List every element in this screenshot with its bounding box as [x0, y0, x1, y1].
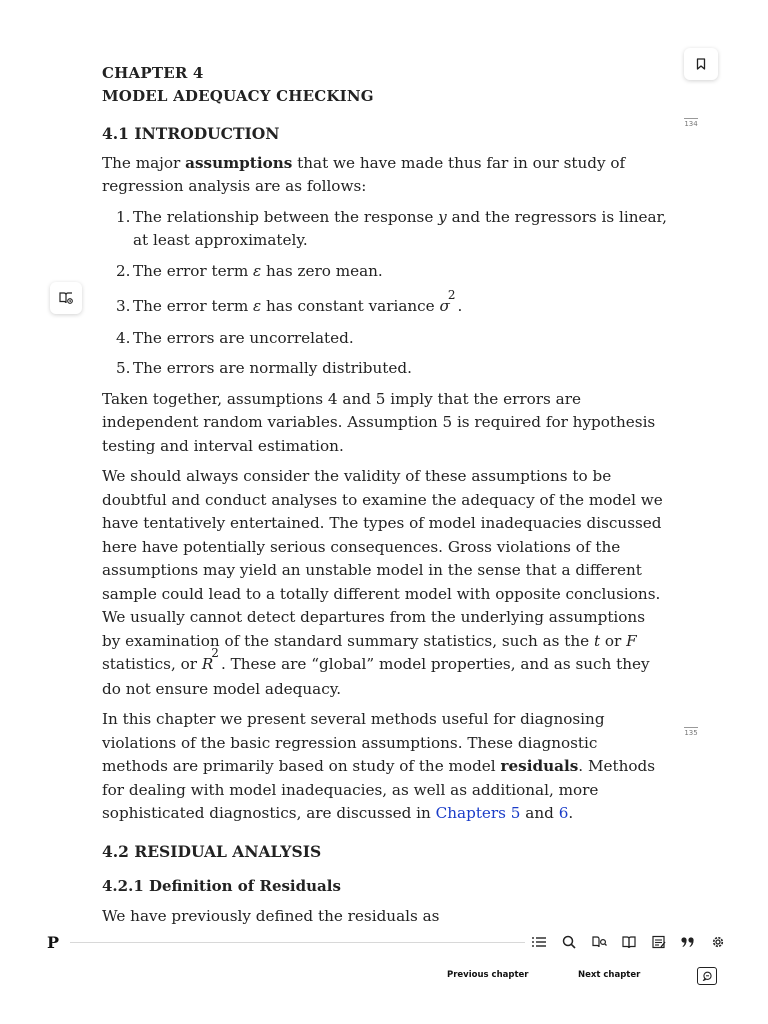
previous-chapter-button[interactable]: Previous chapter [447, 970, 529, 980]
bookmark-icon [696, 58, 706, 70]
chapter-label: CHAPTER 4 [102, 64, 204, 82]
list-item: 4. The errors are uncorrelated. [116, 328, 354, 347]
search-button[interactable] [559, 932, 579, 952]
chapter-title: MODEL ADEQUACY CHECKING [102, 87, 374, 105]
chapter-overview-paragraph: In this chapter we present several methods useful for diagnosing violations of the basic regression assumptions. These diagnostic methods are primarily based on study of the model residuals. Methods for dealing with model inadequacies, as well as additional, more sophisticated diagnostics, are discussed in Chapters 5 and 6. [102, 710, 656, 822]
book-icon [622, 935, 636, 949]
book-audio-icon [58, 290, 74, 306]
assumptions-list [102, 206, 668, 381]
reader-toolbar [40, 926, 730, 958]
page-marker-135: 135 [684, 729, 698, 737]
intro-paragraph: The major assumptions that we have made thus far in our study of regression analysis are as follows: [102, 153, 626, 195]
list-item: 1. The relationship between the response y and the regressors is linear, at least approximately. [116, 207, 667, 249]
page-marker-134: 134 [684, 120, 698, 128]
feedback-button[interactable] [697, 967, 717, 985]
side-tools-button[interactable] [50, 282, 82, 314]
list-item: 3. The error term ε has constant variance $\sigma^2$. [116, 288, 463, 315]
section-heading-residual-analysis: 4.2 RESIDUAL ANALYSIS [102, 841, 322, 861]
list-item: 5. The errors are normally distributed. [116, 359, 412, 377]
table-of-contents-button[interactable] [529, 932, 549, 952]
notes-button[interactable] [649, 932, 669, 952]
next-chapter-button[interactable]: Next chapter [578, 970, 641, 980]
toolbar-divider [70, 942, 525, 943]
settings-gear-icon [711, 935, 725, 949]
search-in-book-button[interactable] [589, 932, 609, 952]
chat-feedback-icon [702, 971, 713, 981]
chapter-content [102, 62, 668, 935]
subsection-heading-definition: 4.2.1 Definition of Residuals [102, 877, 341, 895]
quote-icon [681, 936, 695, 948]
quote-button[interactable] [678, 932, 698, 952]
search-icon [562, 935, 576, 949]
bookmark-button[interactable] [684, 48, 718, 80]
assumptions-summary-paragraph: Taken together, assumptions 4 and 5 imply that the errors are independent random variables. Assumption 5 is required for hypothesis testing and interval estimation. [102, 389, 656, 455]
search-in-book-icon [592, 935, 607, 949]
publisher-logo: P [47, 933, 60, 952]
chapter-6-link[interactable]: 6 [558, 804, 569, 822]
notes-icon [652, 935, 666, 949]
list-icon [532, 936, 546, 948]
validity-paragraph: We should always consider the validity of these assumptions to be doubtful and conduct analyses to examine the adequacy of the model we have tentatively entertained. The types of model inadequacies discussed here have potentially serious consequences. Gross violations of the assumptions may yield an unstable model in the sense that a different sample could lead to a totally different model with opposite conclusions. We usually cannot detect departures from the underlying assumptions by examination of the standard summary statistics, such as the t or F statistics, or $R^2$. These are “global” model properties, and as such they do not ensure model adequacy. [102, 467, 663, 698]
list-item: 2. The error term ε has zero mean. [116, 261, 383, 280]
residuals-paragraph: We have previously defined the residuals as [102, 906, 440, 925]
book-button[interactable] [619, 932, 639, 952]
chapter-5-link[interactable]: Chapters 5 [435, 804, 521, 822]
assumptions-term: assumptions [185, 153, 293, 172]
section-heading-introduction: 4.1 INTRODUCTION [102, 124, 280, 143]
settings-button[interactable] [708, 932, 728, 952]
